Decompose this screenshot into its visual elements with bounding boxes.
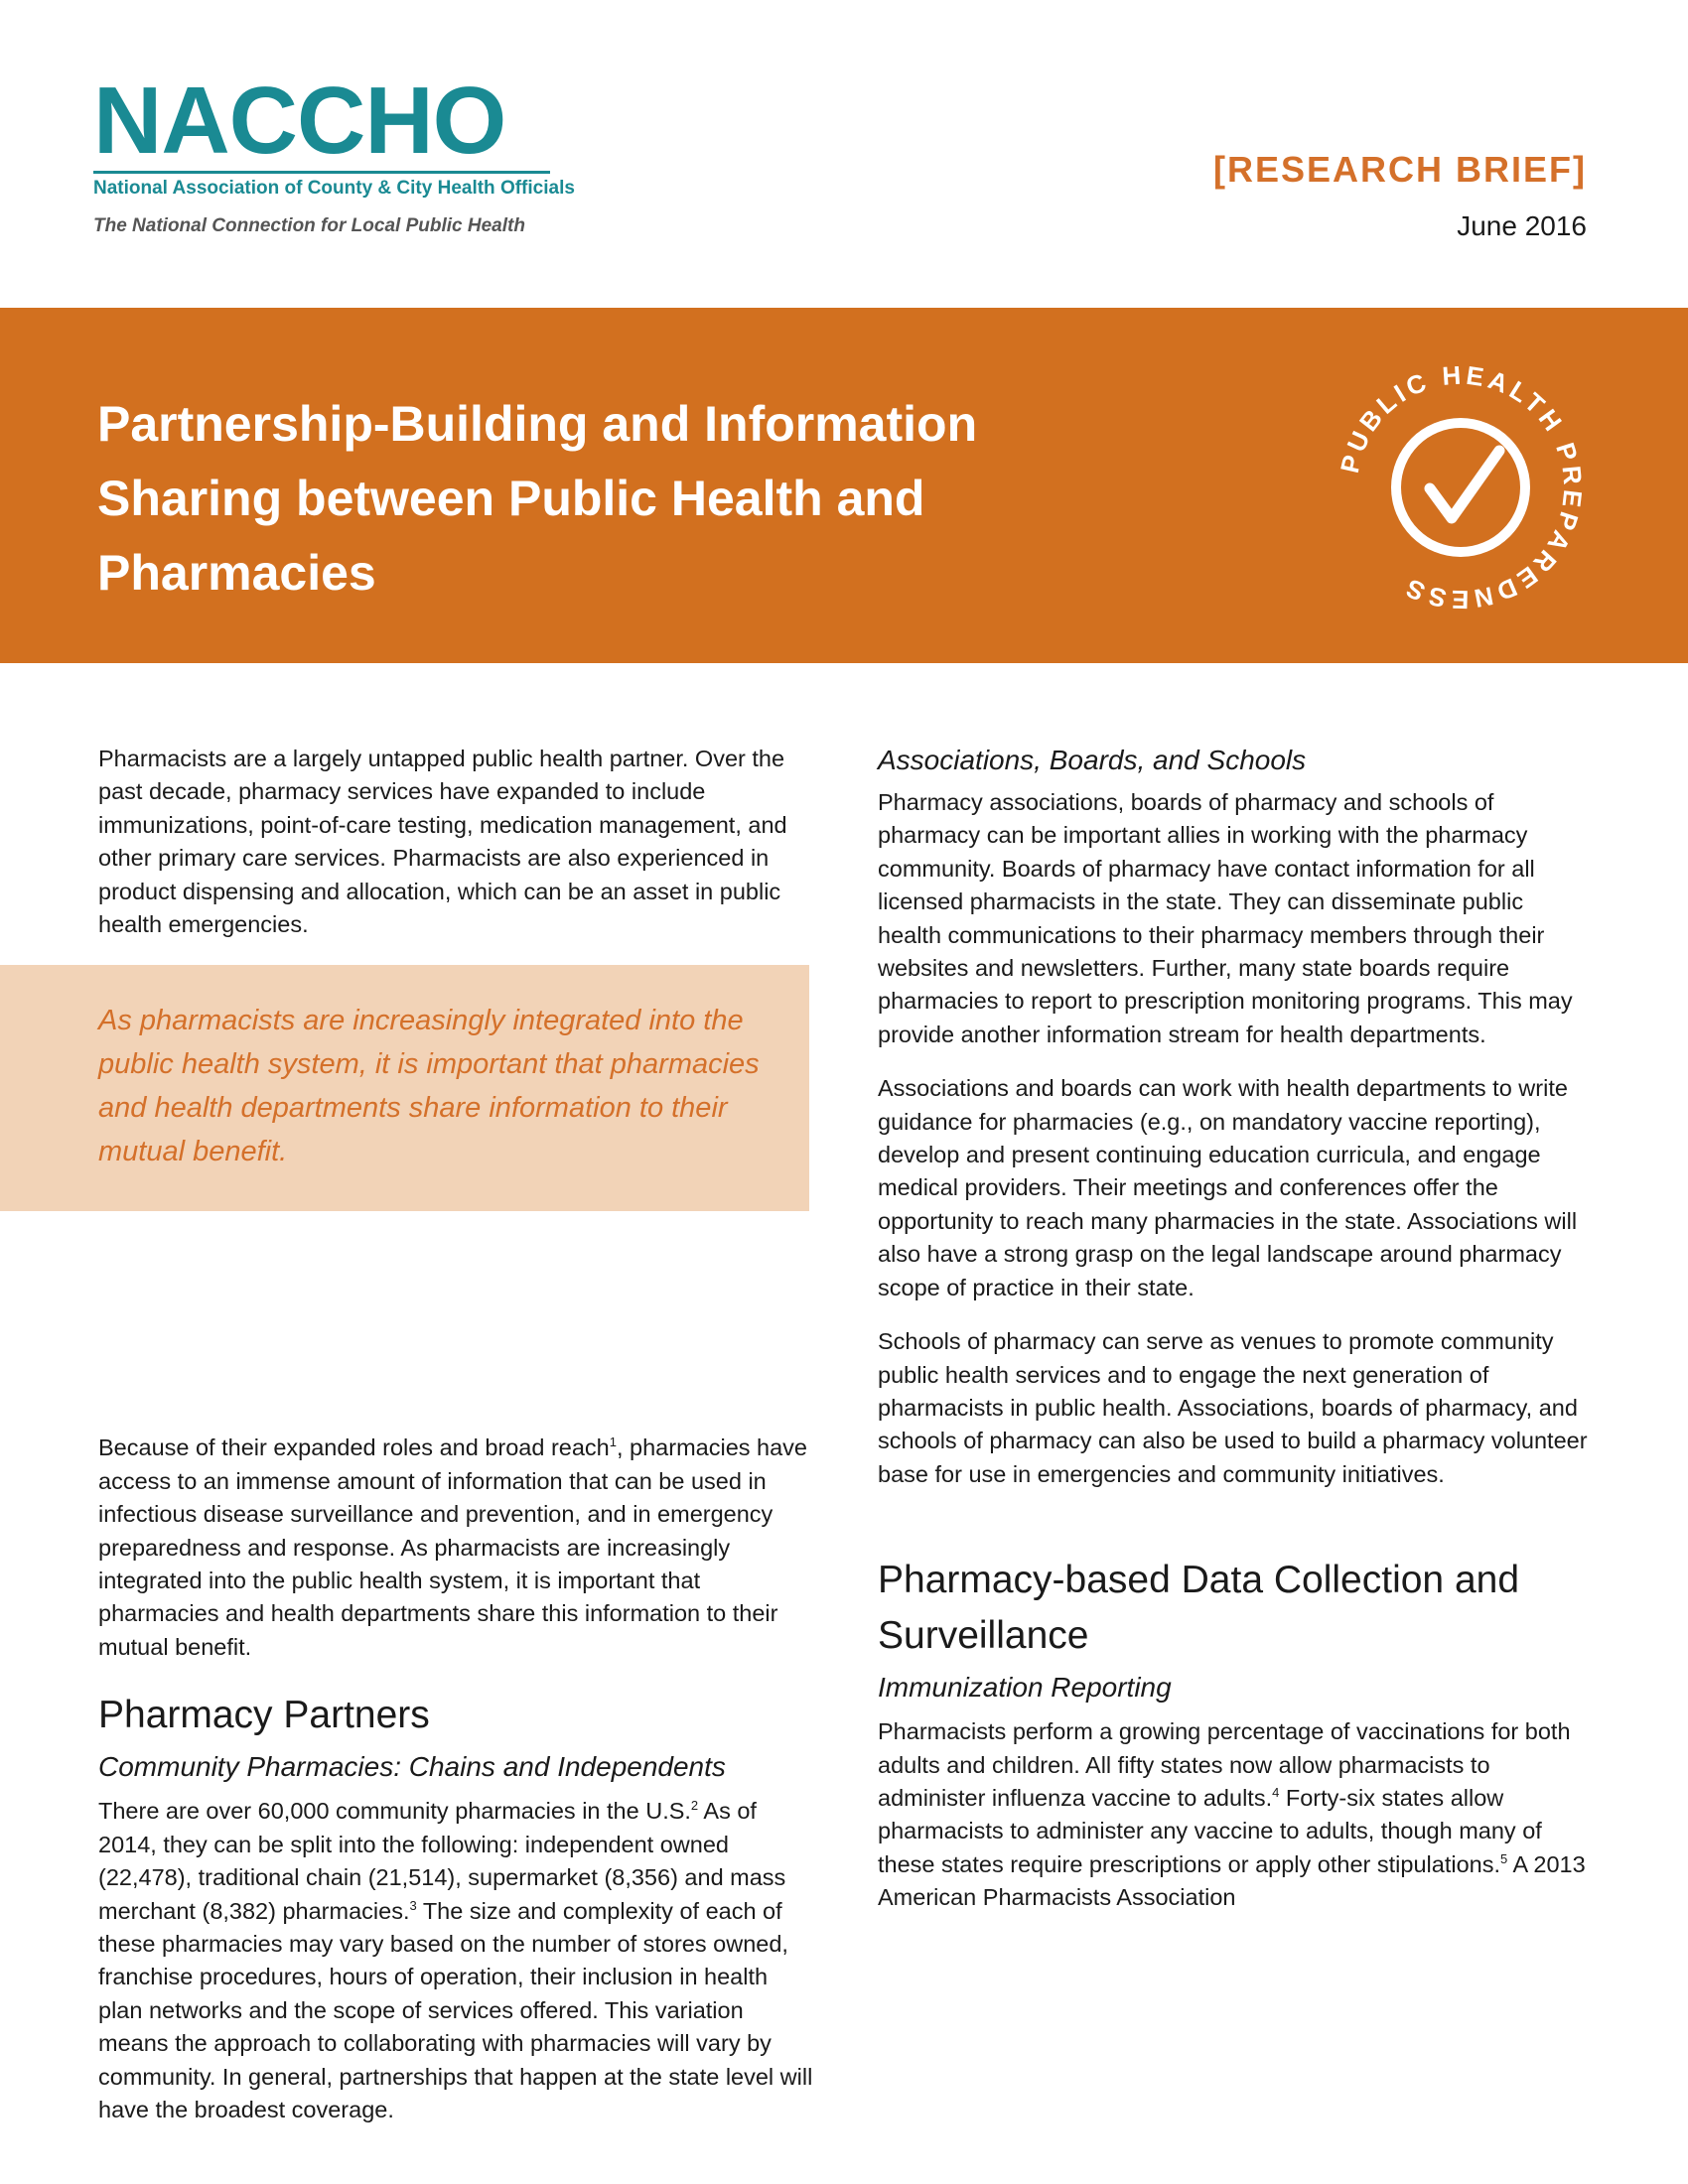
publication-date: June 2016: [1457, 210, 1587, 241]
title-banner: [0, 308, 1688, 663]
logo-tagline: The National Connection for Local Public Health: [93, 215, 525, 236]
right-column: [878, 743, 1593, 1915]
public-health-preparedness-badge: [1327, 353, 1595, 621]
logo-organization-name: National Association of County & City Health Officials: [93, 171, 550, 200]
footnote-ref: 4: [1272, 1785, 1280, 1801]
community-pharmacies-paragraph: There are over 60,000 community pharmacies in the U.S.$^2$ As of 2014, they can be split into the following: independent owned (22,478), traditional chain (21,514), supermarket (8,356) and mass merchant (8,382) pharmacies.$^3$ The size and complexity of each of these pharmacies may vary based on the number of stores owned, franchise procedures, hours of operation, their inclusion in health plan networks and the scope of services offered. This variation means the approach to collaborating with pharmacies will vary by community. In general, partnerships that happen at the state level will have the broadest coverage.: [98, 1798, 813, 2122]
pull-quote-text: As pharmacists are increasingly integrated into the public health system, it is important that pharmacies and health departments share information to their mutual benefit.: [98, 1005, 760, 1167]
associations-paragraph-2: Associations and boards can work with health departments to write guidance for pharmacies (e.g., on mandatory vaccine reporting), develop and present continuing education curricula, and engage medical providers. Their meetings and conferences offer the opportunity to reach many pharmacies in the state. Associations will also have a strong grasp on the legal landscape around pharmacy scope of practice in their state.: [878, 1075, 1578, 1300]
subheading-associations: Associations, Boards, and Schools: [878, 745, 1307, 775]
intro-paragraph: Pharmacists are a largely untapped public health partner. Over the past decade, pharmacy services have expanded to include immunizations, point-of-care testing, medication management, and other primary care services. Pharmacists are also experienced in product dispensing and allocation, which can be an asset in public health emergencies.: [98, 746, 787, 938]
immunization-paragraph: Pharmacists perform a growing percentage of vaccinations for both adults and children. All fifty states now allow pharmacists to administer influenza vaccine to adults.$^4$ Forty-six states allow pharmacists to administer any vaccine to adults, though many of these states require prescriptions or apply other stipulations.$^5$ A 2013 American Pharmacists Association: [878, 1718, 1586, 1911]
page-title: Partnership-Building and Information Sharing between Public Health and Pharmacies: [97, 396, 978, 601]
section-title-pharmacy-partners: Pharmacy Partners: [98, 1694, 430, 1737]
footnote-ref: 1: [609, 1434, 617, 1450]
associations-paragraph-1: Pharmacy associations, boards of pharmacy and schools of pharmacy can be important allies in working with the pharmacy community. Boards of pharmacy have contact information for all licensed pharmacists in the state. They can disseminate public health communications to their pharmacy members through their websites and newsletters. Further, many state boards require pharmacies to report to prescription monitoring programs. This may provide another information stream for health departments.: [878, 789, 1573, 1047]
subheading-immunization-reporting: Immunization Reporting: [878, 1672, 1172, 1704]
subheading-community-pharmacies: Community Pharmacies: Chains and Independents: [98, 1751, 726, 1783]
document-type-label: [RESEARCH BRIEF]: [1212, 149, 1587, 190]
badge-inner-disc: [1401, 428, 1520, 547]
footnote-ref: 5: [1500, 1850, 1508, 1866]
badge-ring-text: PUBLIC HEALTH PREPAREDNESS: [1334, 359, 1589, 615]
naccho-logo: [93, 68, 575, 237]
logo-wordmark: NACCHO: [93, 68, 506, 174]
section-title-data-collection: Pharmacy-based Data Collection and Surveillance: [878, 1559, 1520, 1658]
reach-paragraph: Because of their expanded roles and broad reach$^1$, pharmacies have access to an immense amount of information that can be used in infectious disease surveillance and prevention, and in emergency preparedness and response. As pharmacists are increasingly integrated into the public health system, it is important that pharmacies and health departments share this information to their mutual benefit.: [98, 1434, 808, 1660]
left-column: [98, 743, 813, 2126]
footnote-ref: 3: [409, 1897, 417, 1913]
associations-paragraph-3: Schools of pharmacy can serve as venues to promote community public health services and to engage the next generation of pharmacists in public health. Associations, boards of pharmacy, and schools of pharmacy can also be used to build a pharmacy volunteer base for use in emergencies and community initiatives.: [878, 1328, 1588, 1487]
footnote-ref: 2: [690, 1798, 699, 1814]
